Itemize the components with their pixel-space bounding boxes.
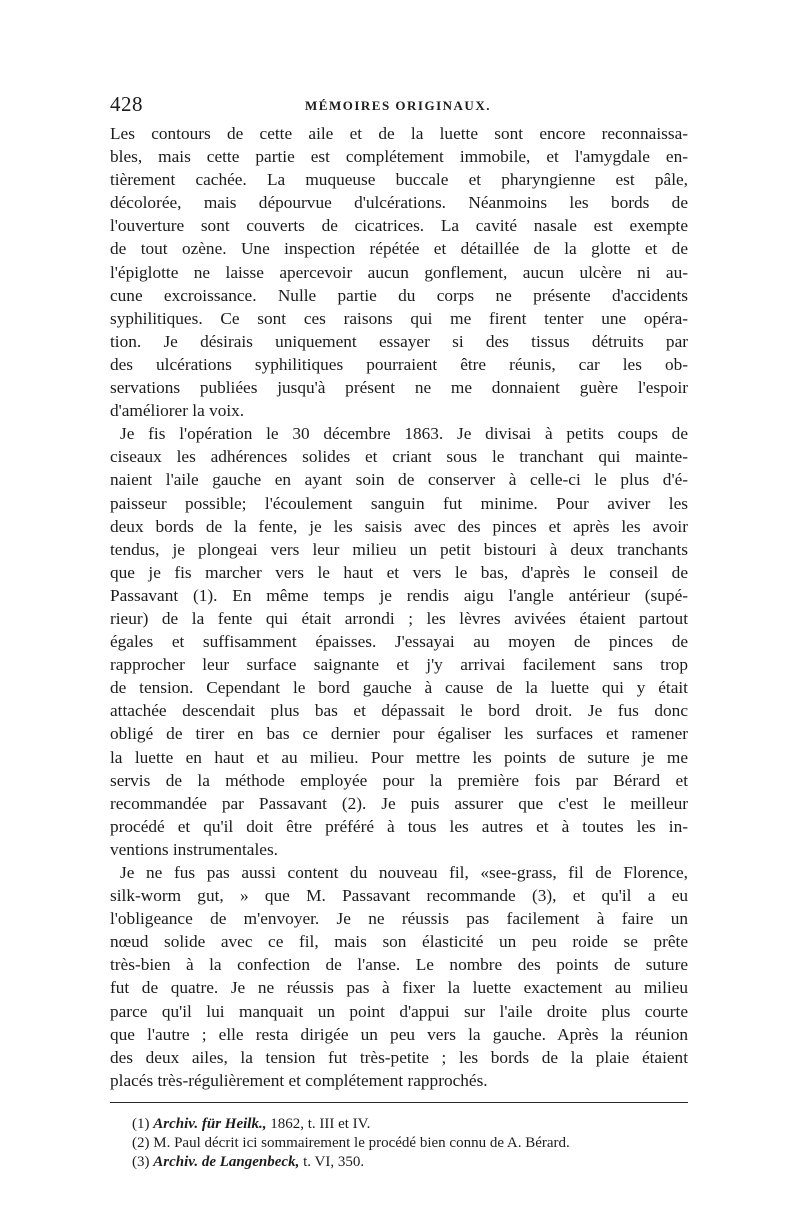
running-header [110,92,688,122]
text-line: très-bien à la confection de l'anse. Le nombre des points de suture [110,955,688,975]
text-line: bles, mais cette partie est complétement immobile, et l'amygdale en- [110,147,688,167]
text-line: égales et suffisamment épaisses. J'essayai au moyen de pinces de [110,632,688,652]
text-line: décolorée, mais dépourvue d'ulcérations. Néanmoins les bords de [110,193,688,213]
text-line: servations publiées jusqu'à présent ne me donnaient guère l'espoir [110,378,688,398]
text-line: ciseaux les adhérences solides et criant sous le tranchant qui mainte- [110,447,688,467]
text-line: l'épiglotte ne laisse apercevoir aucun gonflement, aucun ulcère ni au- [110,262,688,282]
text-line: cune excroissance. Nulle partie du corps ne présente d'accidents [110,285,688,305]
text-line: Les contours de cette aile et de la luette sont encore reconnaissa- [110,124,688,143]
text-line: d'améliorer la voix. [110,401,245,421]
paragraph [110,422,688,861]
text-line: naient l'aile gauche en ayant soin de conserver à celle-ci le plus d'é- [110,470,688,490]
footnotes [110,1115,688,1172]
text-line: recommandée par Passavant (2). Je puis assurer que c'est le meilleur [110,793,688,813]
running-title: MÉMOIRES ORIGINAUX. [305,98,491,113]
text-line: la luette en haut et au milieu. Pour mettre les points de suture je me [110,747,688,767]
text-line: obligé de tirer en bas ce dernier pour égaliser les surfaces et ramener [110,724,688,744]
text-line: de tension. Cependant le bord gauche à cause de la luette qui y était [110,678,688,698]
footnote [132,1115,688,1134]
text-line: que je fis marcher vers le haut et vers le bas, d'après le conseil de [110,562,688,582]
text-line: rapprocher leur surface saignante et j'y arrivai facilement sans trop [110,655,688,675]
footnote-text: 1862, t. III et IV. [266,1115,371,1132]
text-line: silk-worm gut, » que M. Passavant recommande (3), et qu'il a eu [110,886,688,906]
footnote-citation: Archiv. für Heilk., [153,1115,267,1132]
footnote [132,1153,688,1172]
text-line: des deux ailes, la tension fut très-petite ; les bords de la plaie étaient [110,1047,688,1067]
text-line: servis de la méthode employée pour la première fois par Bérard et [110,770,688,790]
page-number: 428 [110,92,143,116]
text-line: ventions instrumentales. [110,839,278,859]
text-line: syphilitiques. Ce sont ces raisons qui me firent tenter une opéra- [110,308,688,328]
footnote-number: (3) [132,1153,150,1170]
text-line: tendus, je plongeai vers leur milieu un petit bistouri à deux tranchants [110,539,688,559]
text-line: l'ouverture sont couverts de cicatrices. La cavité nasale est exempte [110,216,688,236]
text-line: placés très-régulièrement et complétement rapprochés. [110,1070,488,1090]
text-line: rieur) de la fente qui était arrondi ; les lèvres avivées étaient partout [110,608,688,628]
text-line: des ulcérations syphilitiques pourraient être réunis, car les ob- [110,354,688,374]
text-line: Je fis l'opération le 30 décembre 1863. Je divisai à petits coups de [120,424,688,444]
text-line: tièrement cachée. La muqueuse buccale et pharyngienne est pâle, [110,170,688,190]
paragraph [110,861,688,1092]
footnote-text: t. VI, 350. [299,1153,365,1170]
text-line: de tout ozène. Une inspection répétée et détaillée de la glotte et de [110,239,688,259]
footnote-citation: Archiv. de Langenbeck, [153,1153,300,1170]
text-line: que l'autre ; elle resta dirigée un peu vers la gauche. Après la réunion [110,1024,688,1044]
body-text [110,122,688,1092]
text-line: fut de quatre. Je ne réussis pas à fixer la luette exactement au milieu [110,978,688,998]
text-line: tion. Je désirais uniquement essayer si des tissus détruits par [110,331,688,351]
text-line: nœud solide avec ce fil, mais son élasticité un peu roide se prête [110,932,688,952]
footnote-rule [110,1102,688,1103]
text-line: Je ne fus pas aussi content du nouveau fil, «see-grass, fil de Florence, [120,863,688,882]
footnote-number: (2) [132,1134,150,1151]
text-line: parce qu'il lui manquait un point d'appui sur l'aile droite plus courte [110,1001,688,1021]
paragraphs [110,122,688,1092]
text-line: attachée descendait plus bas et dépassait le bord droit. Je fus donc [110,701,688,721]
footnote [132,1134,688,1153]
text-line: deux bords de la fente, je les saisis avec des pinces et après les avoir [110,516,688,536]
text-line: Passavant (1). En même temps je rendis aigu l'angle antérieur (supé- [110,585,688,605]
text-line: procédé et qu'il doit être préféré à tous les autres et à toutes les in- [110,816,688,836]
page [110,92,688,1172]
text-line: l'obligeance de m'envoyer. Je ne réussis pas facilement à faire un [110,909,688,929]
paragraph [110,122,688,422]
footnote-text: M. Paul décrit ici sommairement le procédé bien connu de A. Bérard. [153,1134,570,1151]
footnote-number: (1) [132,1115,150,1132]
text-line: paisseur possible; l'écoulement sanguin fut minime. Pour aviver les [110,493,688,513]
